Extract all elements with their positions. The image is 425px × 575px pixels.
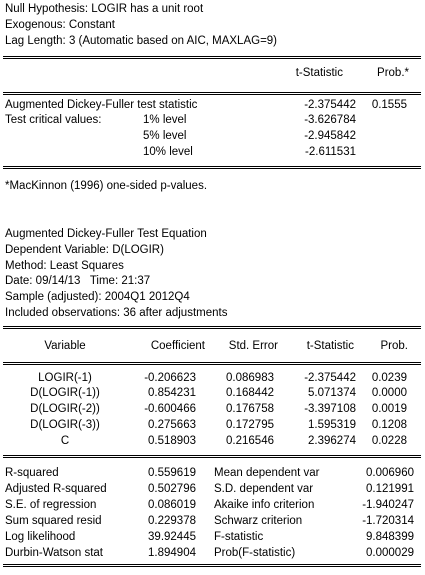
stat-value-left: 39.92445: [148, 531, 196, 543]
dependent-variable: Dependent Variable: D(LOGIR): [5, 244, 164, 256]
coef-table-top-rule-2: [3, 328, 421, 329]
coef-variable: D(LOGIR(-1)): [30, 387, 100, 399]
adf-table-top-rule: [3, 56, 421, 57]
coef-col-stderr: Std. Error: [228, 340, 278, 352]
coef-prob: 0.0239: [371, 372, 407, 384]
coef-tstat: -3.397108: [304, 403, 356, 415]
coef-prob: 0.0019: [371, 403, 407, 415]
stat-label-right: F-statistic: [214, 531, 264, 543]
coef-variable: C: [60, 435, 70, 447]
coef-prob: 0.1208: [371, 419, 407, 431]
exogenous: Exogenous: Constant: [5, 19, 115, 31]
coef-coefficient: -0.600466: [144, 403, 196, 415]
coef-header-rule-2: [3, 364, 421, 365]
coef-coefficient: 0.275663: [148, 419, 196, 431]
level-10-label: 10% level: [143, 146, 193, 158]
adf-col-prob: Prob.*: [377, 67, 409, 79]
stat-value-right: 9.848399: [366, 531, 414, 543]
stats-bottom-rule-2: [3, 566, 421, 567]
stat-label-left: R-squared: [5, 467, 59, 479]
stat-value-right: 0.121991: [366, 483, 414, 495]
coef-col-prob: Prob.: [380, 340, 408, 352]
level-5-label: 5% level: [143, 130, 187, 142]
coef-variable: LOGIR(-1): [38, 372, 92, 384]
adf-stat-prob: 0.1555: [371, 99, 407, 111]
level-5-value: -2.945842: [304, 130, 356, 142]
coef-coefficient: -0.206623: [144, 372, 196, 384]
sample: Sample (adjusted): 2004Q1 2012Q4: [5, 291, 190, 303]
stat-label-left: S.E. of regression: [5, 499, 97, 511]
coef-stderr: 0.086983: [226, 372, 274, 384]
stat-label-right: Schwarz criterion: [214, 515, 303, 527]
coef-tstat: 5.071374: [308, 387, 356, 399]
stat-label-left: Sum squared resid: [5, 515, 102, 527]
stat-value-right: -1.940247: [362, 499, 414, 511]
included-observations: Included observations: 36 after adjustments: [5, 307, 228, 319]
stat-label-left: Adjusted R-squared: [5, 483, 107, 495]
adf-bottom-rule: [3, 166, 421, 167]
stat-label-left: Durbin-Watson stat: [5, 547, 103, 559]
coef-stderr: 0.168442: [226, 387, 274, 399]
adf-bottom-rule-2: [3, 168, 421, 169]
null-hypothesis: Null Hypothesis: LOGIR has a unit root: [5, 3, 204, 15]
adf-col-tstat: t-Statistic: [295, 67, 343, 79]
coef-coefficient: 0.854231: [148, 387, 196, 399]
coef-col-tstat: t-Statistic: [306, 340, 354, 352]
stat-label-right: S.D. dependent var: [214, 483, 314, 495]
stat-label-right: Prob(F-statistic): [214, 547, 296, 559]
stat-value-left: 0.502796: [148, 483, 196, 495]
level-1-label: 1% level: [143, 114, 187, 126]
coef-coefficient: 0.518903: [148, 435, 196, 447]
adf-table-top-rule-2: [3, 58, 421, 59]
adf-stat-label: Augmented Dickey-Fuller test statistic: [5, 99, 198, 111]
level-10-value: -2.611531: [305, 146, 356, 158]
stat-value-left: 0.559619: [148, 467, 196, 479]
stat-value-right: 0.000029: [366, 547, 414, 559]
stat-label-right: Akaike info criterion: [214, 499, 315, 511]
stat-value-left: 0.229378: [148, 515, 196, 527]
coef-stderr: 0.176758: [226, 403, 274, 415]
stat-value-right: -1.720314: [362, 515, 414, 527]
stat-value-left: 1.894904: [148, 547, 196, 559]
equation-title: Augmented Dickey-Fuller Test Equation: [5, 228, 207, 240]
mackinnon-footnote: *MacKinnon (1996) one-sided p-values.: [5, 180, 208, 192]
coef-prob: 0.0000: [371, 387, 407, 399]
stat-label-left: Log likelihood: [5, 531, 76, 543]
lag-length: Lag Length: 3 (Automatic based on AIC, MAXLAG=9): [5, 35, 278, 47]
coef-bottom-rule-2: [3, 457, 421, 458]
stat-value-right: 0.006960: [366, 467, 414, 479]
critical-values-label: Test critical values:: [5, 114, 102, 126]
stat-label-right: Mean dependent var: [214, 467, 320, 479]
level-1-value: -3.626784: [304, 114, 356, 126]
adf-header-rule-2: [3, 94, 421, 95]
coef-bottom-rule: [3, 455, 421, 456]
method: Method: Least Squares: [5, 260, 124, 272]
stat-value-left: 0.086019: [148, 499, 196, 511]
coef-variable: D(LOGIR(-3)): [30, 419, 100, 431]
coef-prob: 0.0228: [371, 435, 407, 447]
coef-stderr: 0.216546: [226, 435, 274, 447]
adf-header-rule: [3, 92, 421, 93]
coef-tstat: -2.375442: [304, 372, 356, 384]
coef-col-variable: Variable: [44, 340, 86, 352]
coef-col-coefficient: Coefficient: [150, 340, 205, 352]
coef-variable: D(LOGIR(-2)): [30, 403, 100, 415]
adf-stat-value: -2.375442: [304, 99, 356, 111]
coef-tstat: 1.595319: [308, 419, 356, 431]
date-time: Date: 09/14/13 Time: 21:37: [5, 275, 151, 287]
coef-tstat: 2.396274: [308, 435, 356, 447]
stats-bottom-rule: [3, 564, 421, 565]
coef-table-top-rule: [3, 326, 421, 327]
coef-stderr: 0.172795: [226, 419, 274, 431]
coef-header-rule: [3, 362, 421, 363]
